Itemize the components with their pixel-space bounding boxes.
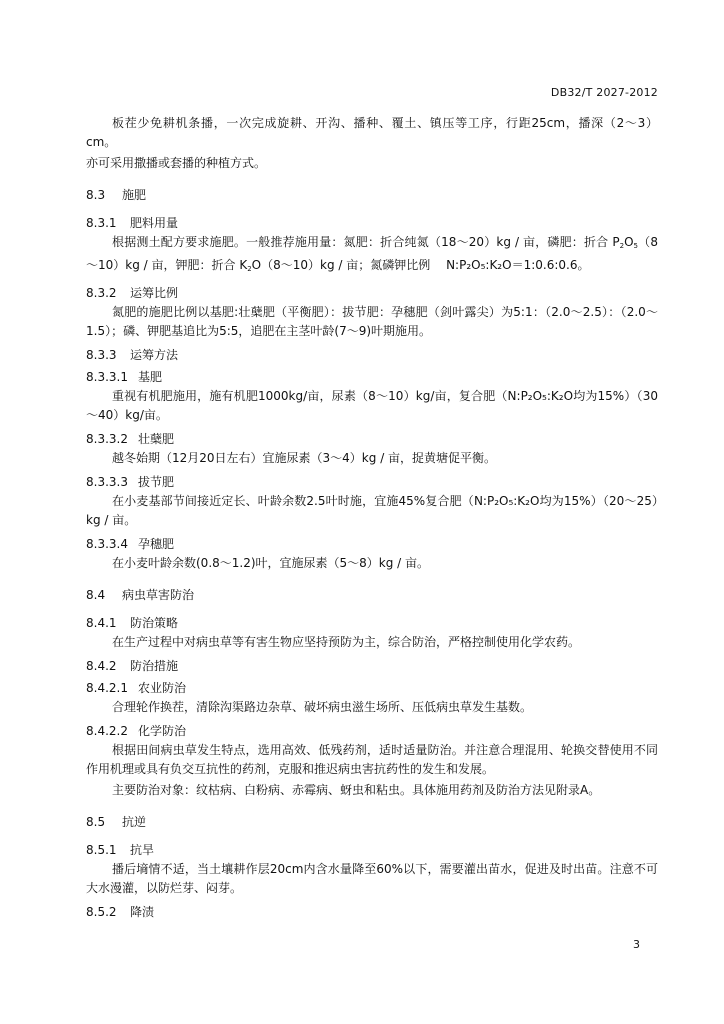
subscript: 5 bbox=[633, 242, 638, 250]
heading-8-4-2 bbox=[86, 658, 658, 674]
heading-8-4-2-1 bbox=[86, 680, 658, 696]
paragraph-8-3-1 bbox=[86, 233, 658, 279]
heading-8-5-2 bbox=[86, 904, 658, 920]
intro-line-1: 板茬少免耕机条播，一次完成旋耕、开沟、播种、覆土、镇压等工序，行距25cm，播深（2～3）cm。 bbox=[86, 116, 658, 149]
heading-title: 防治措施 bbox=[130, 659, 179, 673]
heading-8-5 bbox=[86, 814, 658, 830]
heading-number: 8.5 bbox=[86, 815, 106, 829]
heading-8-3-3 bbox=[86, 347, 658, 363]
paragraph-8-4-1: 在生产过程中对病虫草等有害生物应坚持预防为主，综合防治，严格控制使用化学农药。 bbox=[112, 635, 581, 649]
heading-number: 8.3.3.1 bbox=[86, 370, 128, 384]
heading-title: 运筹方法 bbox=[130, 348, 179, 362]
heading-title: 孕穗肥 bbox=[138, 537, 175, 551]
heading-8-4-2-2 bbox=[86, 723, 658, 739]
heading-title: 肥料用量 bbox=[130, 216, 179, 230]
text-fragment: O bbox=[624, 235, 634, 249]
paragraph-8-4-2-2-a: 根据田间病虫草发生特点，选用高效、低残药剂，适时适量防治。并注意合理混用、轮换交替使用不同作用机理或具有负交互抗性的药剂，克服和推迟病虫害抗药性的发生和发展。 bbox=[86, 743, 658, 776]
heading-title: 施肥 bbox=[122, 188, 147, 202]
heading-number: 8.4.2.1 bbox=[86, 681, 128, 695]
heading-title: 抗逆 bbox=[122, 815, 147, 829]
heading-8-3-3-3 bbox=[86, 474, 658, 490]
page-number: 3 bbox=[633, 938, 640, 951]
heading-number: 8.3.3.4 bbox=[86, 537, 128, 551]
heading-8-3-3-4 bbox=[86, 536, 658, 552]
heading-title: 壮蘖肥 bbox=[138, 432, 175, 446]
heading-title: 基肥 bbox=[138, 370, 163, 384]
heading-8-3-3-2 bbox=[86, 431, 658, 447]
heading-title: 防治策略 bbox=[130, 616, 179, 630]
text-fragment: O（8～10）kg / 亩；氮磷钾比例 N:P₂O₅:K₂O＝1:0.6:0.6。 bbox=[251, 258, 590, 272]
heading-number: 8.3 bbox=[86, 188, 106, 202]
heading-number: 8.4.2.2 bbox=[86, 724, 128, 738]
heading-number: 8.3.2 bbox=[86, 286, 117, 300]
paragraph-8-4-2-1: 合理轮作换茬，清除沟渠路边杂草、破坏病虫滋生场所、压低病虫草发生基数。 bbox=[112, 700, 533, 714]
heading-8-3-2 bbox=[86, 285, 658, 301]
paragraph-8-4-2-2-b: 主要防治对象：纹枯病、白粉病、赤霉病、蚜虫和粘虫。具体施用药剂及防治方法见附录A。 bbox=[112, 783, 601, 797]
heading-title: 病虫草害防治 bbox=[122, 588, 195, 602]
heading-8-5-1 bbox=[86, 842, 658, 858]
heading-number: 8.3.3.2 bbox=[86, 432, 128, 446]
paragraph-8-3-3-4: 在小麦叶龄余数(0.8～1.2)叶，宜施尿素（5～8）kg / 亩。 bbox=[112, 556, 430, 570]
document-body bbox=[86, 114, 658, 922]
heading-number: 8.4.2 bbox=[86, 659, 117, 673]
heading-title: 抗旱 bbox=[130, 843, 155, 857]
heading-number: 8.5.2 bbox=[86, 905, 117, 919]
paragraph-8-3-3-2: 越冬始期（12月20日左右）宜施尿素（3～4）kg / 亩，捉黄塘促平衡。 bbox=[112, 451, 497, 465]
intro-line-2: 亦可采用撒播或套播的种植方式。 bbox=[86, 156, 267, 170]
heading-number: 8.5.1 bbox=[86, 843, 117, 857]
subscript: 2 bbox=[619, 242, 625, 250]
heading-8-3-3-1 bbox=[86, 369, 658, 385]
paragraph-8-5-1: 播后墒情不适，当土壤耕作层20cm内含水量降至60%以下，需要灌出苗水，促进及时出苗。注意不可大水漫灌，以防烂芽、闷芽。 bbox=[86, 862, 658, 895]
paragraph-8-3-3-1: 重视有机肥施用，施有机肥1000kg/亩，尿素（8～10）kg/亩，复合肥（N:P₂O₅:K₂O均为15%）（30～40）kg/亩。 bbox=[86, 389, 658, 422]
heading-number: 8.3.1 bbox=[86, 216, 117, 230]
heading-title: 化学防治 bbox=[138, 724, 187, 738]
heading-8-4 bbox=[86, 587, 658, 603]
heading-title: 降渍 bbox=[130, 905, 155, 919]
heading-title: 运筹比例 bbox=[130, 286, 179, 300]
heading-title: 拔节肥 bbox=[138, 475, 175, 489]
text-fragment: （8～10）kg / 亩，钾肥：折合 K bbox=[86, 235, 658, 272]
heading-number: 8.3.3 bbox=[86, 348, 117, 362]
heading-title: 农业防治 bbox=[138, 681, 187, 695]
paragraph-8-3-3-3: 在小麦基部节间接近定长、叶龄余数2.5叶时施，宜施45%复合肥（N:P₂O₅:K₂O均为15%）（20～25）kg / 亩。 bbox=[86, 494, 658, 527]
text-fragment: 根据测土配方要求施肥。一般推荐施用量：氮肥：折合纯氮（18～20）kg / 亩，磷肥：折合 P bbox=[112, 235, 620, 249]
document-code: DB32/T 2027-2012 bbox=[550, 86, 658, 99]
subscript: 2 bbox=[247, 265, 252, 273]
heading-number: 8.4 bbox=[86, 588, 106, 602]
heading-number: 8.3.3.3 bbox=[86, 475, 128, 489]
paragraph-8-3-2: 氮肥的施肥比例以基肥:壮蘖肥（平衡肥）：拔节肥：孕穗肥（剑叶露尖）为5:1：（2.0～2.5）：（2.0～1.5）；磷、钾肥基追比为5:5，追肥在主茎叶龄(7～9)叶期施用。 bbox=[86, 305, 658, 338]
heading-8-3-1 bbox=[86, 215, 658, 231]
heading-number: 8.4.1 bbox=[86, 616, 117, 630]
heading-8-3 bbox=[86, 187, 658, 203]
heading-8-4-1 bbox=[86, 615, 658, 631]
